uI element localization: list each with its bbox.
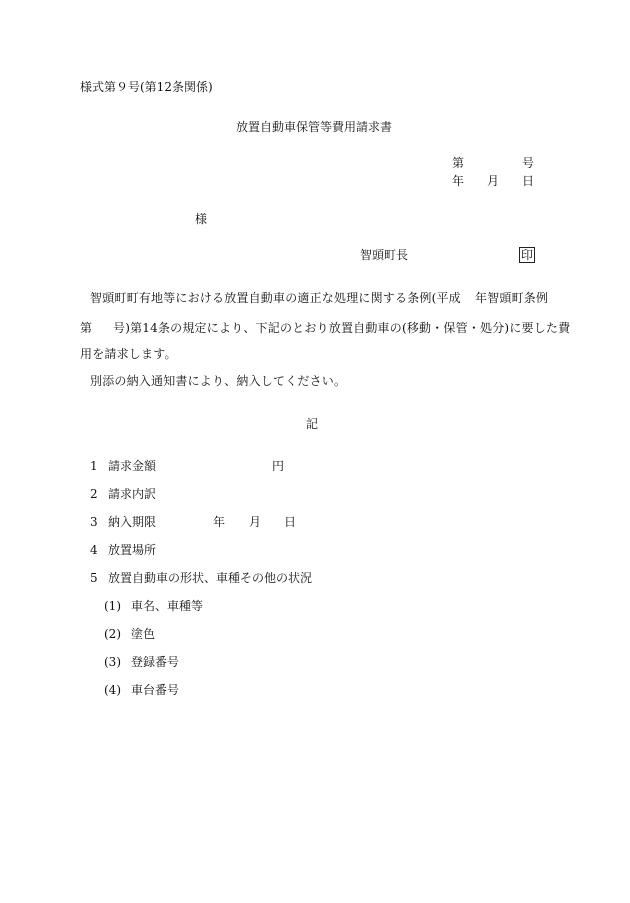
item-3-day: 日 xyxy=(284,515,297,529)
doc-number-dai: 第 xyxy=(452,156,465,170)
item-5-number: 5 xyxy=(90,571,98,585)
doc-date-year: 年 xyxy=(452,174,465,188)
item-3-label: 納入期限 xyxy=(108,515,157,529)
subitem-2-label: 塗色 xyxy=(131,627,156,641)
body-line-3: 用を請求します。 xyxy=(80,347,177,361)
subitem-2-number: (2) xyxy=(104,627,121,641)
doc-date-month: 月 xyxy=(487,174,500,188)
seal-mark: 印 xyxy=(521,248,534,262)
body-line-1b: 年智頭町条例 xyxy=(475,291,549,305)
item-1-unit: 円 xyxy=(272,459,285,473)
item-1-label: 請求金額 xyxy=(108,459,157,473)
body-line-2a: 第 xyxy=(80,321,93,335)
item-5-label: 放置自動車の形状、車種その他の状況 xyxy=(108,571,313,585)
body-line-4: 別添の納入通知書により、納入してください。 xyxy=(90,374,347,388)
addressee-sama: 様 xyxy=(195,212,208,226)
subitem-4-number: (4) xyxy=(104,683,121,697)
subitem-1-number: (1) xyxy=(104,599,121,613)
subitem-3-label: 登録番号 xyxy=(131,655,180,669)
item-2-label: 請求内訳 xyxy=(108,487,157,501)
body-line-2b: 号)第14条の規定により、下記のとおり放置自動車の(移動・保管・処分)に要した費 xyxy=(113,321,571,335)
item-3-number: 3 xyxy=(90,515,98,529)
item-1-number: 1 xyxy=(90,459,98,473)
doc-number-go: 号 xyxy=(522,156,535,170)
doc-date-day: 日 xyxy=(522,174,535,188)
body-line-1a: 智頭町町有地等における放置自動車の適正な処理に関する条例(平成 xyxy=(90,291,461,305)
issuer-name: 智頭町長 xyxy=(360,248,409,262)
ki-heading: 記 xyxy=(306,417,319,431)
subitem-4-label: 車台番号 xyxy=(131,683,180,697)
item-4-number: 4 xyxy=(90,543,98,557)
document-title: 放置自動車保管等費用請求書 xyxy=(236,120,393,134)
subitem-3-number: (3) xyxy=(104,655,121,669)
item-4-label: 放置場所 xyxy=(108,543,157,557)
subitem-1-label: 車名、車種等 xyxy=(131,599,204,613)
form-number-label: 様式第９号(第12条関係) xyxy=(80,80,213,94)
item-2-number: 2 xyxy=(90,487,98,501)
item-3-year: 年 xyxy=(213,515,226,529)
item-3-month: 月 xyxy=(249,515,262,529)
